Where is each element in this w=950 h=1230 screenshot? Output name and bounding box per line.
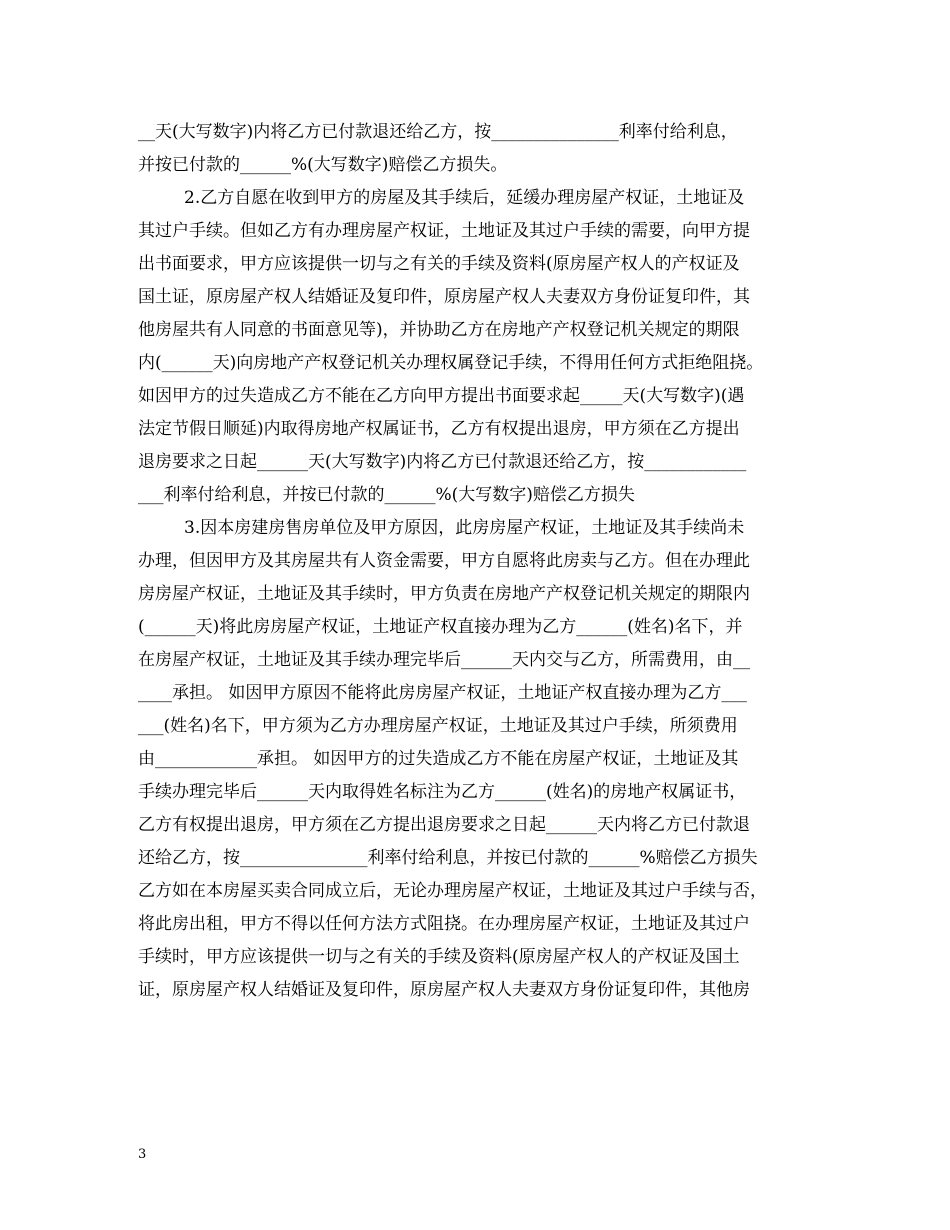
text-line: 乙方如在本房屋买卖合同成立后，无论办理房屋产权证，土地证及其过户手续与否， — [138, 881, 767, 901]
text-line: ___(姓名)名下，甲方须为乙方办理房屋产权证，土地证及其过户手续，所须费用 — [138, 716, 738, 736]
clause-3-start: 3.因本房建房售房单位及甲方原因，此房房屋产权证，土地证及其手续尚未 — [184, 518, 745, 538]
text-line: 内(______天)向房地产产权登记机关办理权属登记手续，不得用任何方式拒绝阻挠。 — [138, 353, 764, 373]
text-line: 手续时，甲方应该提供一切与之有关的手续及资料(原房屋产权人的产权证及国土 — [138, 947, 740, 967]
text-line: 并按已付款的______%(大写数字)赔偿乙方损失。 — [138, 155, 508, 175]
page-number: 3 — [138, 1147, 147, 1162]
text-line: (______天)将此房房屋产权证，土地证产权直接办理为乙方______(姓名)名下，并 — [138, 617, 743, 637]
text-line: 乙方有权提出退房，甲方须在乙方提出退房要求之日起______天内将乙方已付款退 — [138, 815, 750, 835]
text-line: ___利率付给利息，并按已付款的______%(大写数字)赔偿乙方损失 — [138, 485, 635, 505]
clause-2-start: 2.乙方自愿在收到甲方的房屋及其手续后，延缓办理房屋产权证，土地证及 — [184, 188, 745, 208]
text-line: 办理，但因甲方及其房屋共有人资金需要，甲方自愿将此房卖与乙方。但在办理此 — [138, 551, 750, 571]
text-line: 他房屋共有人同意的书面意见等)，并协助乙方在房地产产权登记机关规定的期限 — [138, 320, 740, 340]
text-line: 出书面要求，甲方应该提供一切与之有关的手续及资料(原房屋产权人的产权证及 — [138, 254, 740, 274]
text-line: ____承担。 如因甲方原因不能将此房房屋产权证，土地证产权直接办理为乙方___ — [138, 683, 747, 703]
document-body — [138, 116, 814, 1007]
text-line: __天(大写数字)内将乙方已付款退还给乙方，按_______________利率付给利息， — [138, 122, 738, 142]
text-line: 国土证，原房屋产权人结婚证及复印件，原房屋产权人夫妻双方身份证复印件，其 — [138, 287, 750, 307]
text-line: 如因甲方的过失造成乙方不能在乙方向甲方提出书面要求起_____天(大写数字)(遇 — [138, 386, 745, 406]
text-line: 房房屋产权证，土地证及其手续时，甲方负责在房地产产权登记机关规定的期限内 — [138, 584, 750, 604]
text-line: 其过户手续。但如乙方有办理房屋产权证，土地证及其过户手续的需要，向甲方提 — [138, 221, 750, 241]
text-line: 证，原房屋产权人结婚证及复印件，原房屋产权人夫妻双方身份证复印件，其他房 — [138, 980, 750, 1000]
text-line: 由____________承担。 如因甲方的过失造成乙方不能在房屋产权证，土地证及其 — [138, 749, 739, 769]
text-line: 将此房出租，甲方不得以任何方法方式阻挠。在办理房屋产权证，土地证及其过户 — [138, 914, 750, 934]
text-line: 手续办理完毕后______天内取得姓名标注为乙方______(姓名)的房地产权属证书， — [138, 782, 747, 802]
text-line: 还给乙方，按_______________利率付给利息，并按已付款的______%赔偿乙方损失 — [138, 848, 758, 868]
text-line: 在房屋产权证，土地证及其手续办理完毕后______天内交与乙方，所需费用，由__ — [138, 650, 750, 670]
text-line: 退房要求之日起______天(大写数字)内将乙方已付款退还给乙方，按____________ — [138, 452, 747, 472]
text-line: 法定节假日顺延)内取得房地产权属证书，乙方有权提出退房，甲方须在乙方提出 — [138, 419, 740, 439]
